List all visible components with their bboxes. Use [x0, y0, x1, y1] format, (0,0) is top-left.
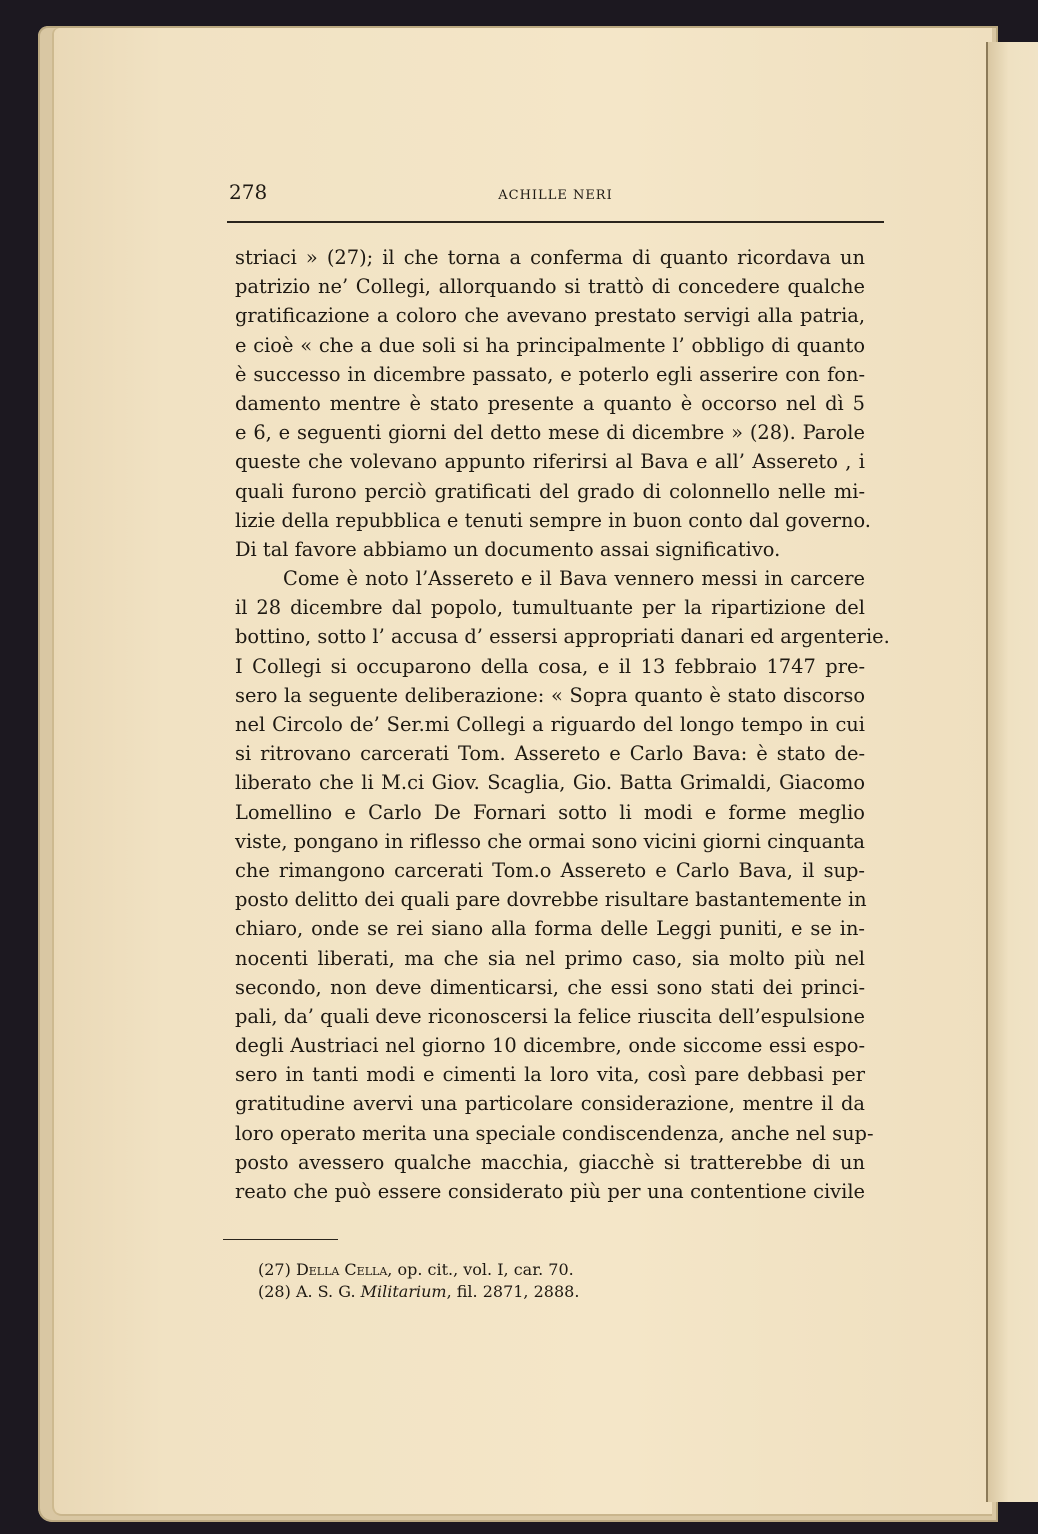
footnote-citation: , op. cit., vol. I, car. 70. [387, 1260, 574, 1279]
text-line: pali, da’ quali deve riconoscersi la felice riuscita dell’espulsione [235, 1004, 865, 1028]
text-line: reato che può essere considerato più per una contentione civile [235, 1180, 865, 1203]
text-line: chiaro, onde se rei siano alla forma delle Leggi puniti, e se in- [235, 917, 865, 941]
text-line: nel Circolo de’ Ser.mi Collegi a riguardo del longo tempo in cui [235, 713, 865, 736]
header-rule [227, 221, 884, 223]
text-line: posto avessero qualche macchia, giacchè si tratterebbe di un [235, 1150, 865, 1174]
footnote-marker: (27) [258, 1260, 291, 1279]
text-line: sero in tanti modi e cimenti la loro vita, così pare debbasi per [235, 1063, 865, 1087]
text-line: bottino, sotto l’ accusa d’ essersi appropriati danari ed argenterie. [235, 625, 890, 649]
text-line: Come è noto l’Assereto e il Bava vennero messi in carcere [283, 567, 865, 591]
text-line: nocenti liberati, ma che sia nel primo caso, sia molto più nel [235, 946, 865, 970]
running-head: ACHILLE NERI [498, 188, 613, 203]
text-line: quali furono perciò gratificati del grado di colonnello nelle mi- [235, 479, 865, 503]
text-line: che rimangono carcerati Tom.o Assereto e Carlo Bava, il sup- [235, 858, 865, 882]
text-line: liberato che li M.ci Giov. Scaglia, Gio. Batta Grimaldi, Giacomo [235, 771, 865, 795]
text-line: gratitudine avervi una particolare considerazione, mentre il da [235, 1092, 865, 1116]
text-line: secondo, non deve dimenticarsi, che essi sono stati dei princi- [235, 975, 865, 999]
text-line: è successo in dicembre passato, e poterlo egli asserire con fon- [235, 362, 865, 386]
body-text [235, 243, 890, 1206]
text-line: Di tal favore abbiamo un documento assai significativo. [235, 537, 781, 561]
text-line: viste, pongano in riflesso che ormai sono vicini giorni cinquanta [235, 829, 865, 853]
footnote-28 [258, 1281, 579, 1303]
text-line: damento mentre è stato presente a quanto è occorso nel dì 5 [235, 391, 865, 415]
text-line: lizie della repubblica e tenuti sempre in buon conto dal governo. [235, 508, 871, 532]
page-number: 278 [229, 180, 268, 204]
page-header [227, 178, 884, 218]
footnotes [258, 1259, 579, 1303]
facing-page-edge [986, 42, 1038, 1502]
footnote-title: Militarium [360, 1282, 447, 1301]
text-line: posto delitto dei quali pare dovrebbe risultare bastantemente in [235, 888, 867, 912]
text-line: e 6, e seguenti giorni del detto mese di dicembre » (28). Parole [235, 421, 865, 445]
text-line: patrizio ne’ Collegi, allorquando si trattò di concedere qualche [235, 275, 865, 299]
text-line: e cioè « che a due soli si ha principalmente l’ obbligo di quanto [235, 333, 865, 357]
text-line: striaci » (27); il che torna a conferma di quanto ricordava un [235, 246, 865, 269]
text-line: il 28 dicembre dal popolo, tumultuante per la ripartizione del [235, 596, 865, 620]
footnote-author: Della Cella [295, 1260, 388, 1279]
text-line: gratificazione a coloro che avevano prestato servigi alla patria, [235, 304, 865, 328]
footnote-marker: (28) [258, 1282, 291, 1301]
footnote-rule [223, 1239, 338, 1240]
text-line: Lomellino e Carlo De Fornari sotto li modi e forme meglio [235, 800, 865, 824]
text-line: loro operato merita una speciale condiscendenza, anche nel sup- [235, 1121, 874, 1145]
footnote-archive: A. S. G. [295, 1282, 356, 1301]
text-line: sero la seguente deliberazione: « Sopra quanto è stato discorso [235, 683, 865, 707]
footnote-citation: , fil. 2871, 2888. [446, 1282, 580, 1301]
text-line: degli Austriaci nel giorno 10 dicembre, onde siccome essi espo- [235, 1034, 865, 1058]
footnote-27 [258, 1259, 579, 1281]
text-line: I Collegi si occuparono della cosa, e il 13 febbraio 1747 pre- [235, 654, 865, 678]
text-line: queste che volevano appunto riferirsi al Bava e all’ Assereto , i [235, 450, 865, 474]
text-line: si ritrovano carcerati Tom. Assereto e Carlo Bava: è stato de- [235, 742, 865, 766]
